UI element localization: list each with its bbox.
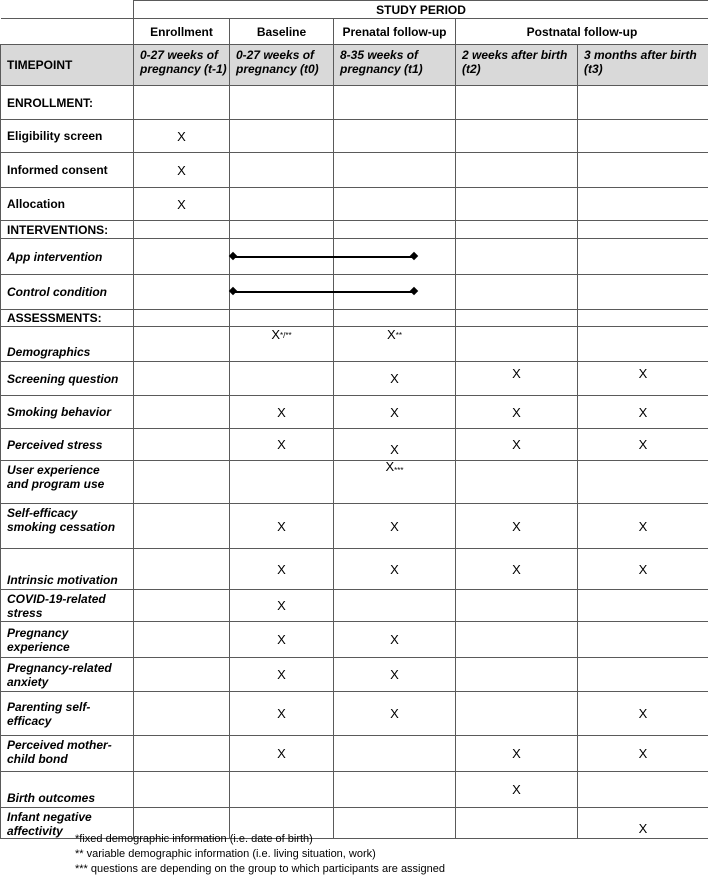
- x-mark: X: [390, 371, 399, 386]
- x-mark: X: [512, 562, 521, 577]
- x-mark: X: [277, 706, 286, 721]
- x-mark: X**: [387, 331, 402, 346]
- timepoint-t0: 0-27 weeks of pregnancy (t0): [230, 45, 334, 86]
- x-mark: X: [390, 405, 399, 420]
- x-mark: X: [639, 366, 648, 381]
- x-mark: X: [512, 782, 521, 797]
- row-label: Informed consent: [1, 153, 134, 188]
- row-self-efficacy: [1, 504, 708, 549]
- row-label: User experience and program use: [1, 461, 134, 504]
- row-label: Parenting self- efficacy: [1, 692, 134, 736]
- row-perceived-stress: [1, 429, 708, 461]
- row-intrinsic-motivation: [1, 549, 708, 590]
- section-enrollment: ENROLLMENT:: [1, 86, 134, 120]
- row-allocation: [1, 188, 708, 221]
- row-label: Pregnancy experience: [1, 622, 134, 658]
- x-mark: X: [639, 746, 648, 761]
- phase-prenatal: Prenatal follow-up: [334, 19, 456, 45]
- row-label: Perceived stress: [1, 429, 134, 461]
- row-label: Demographics: [1, 327, 134, 362]
- x-mark: X: [512, 405, 521, 420]
- x-mark: X: [512, 366, 521, 381]
- row-label: COVID-19-related stress: [1, 590, 134, 622]
- row-smoking-behavior: [1, 396, 708, 429]
- row-label: Intrinsic motivation: [1, 549, 134, 590]
- x-mark: X: [639, 562, 648, 577]
- app-intervention-duration-bar: [233, 256, 414, 258]
- timepoint-t1: 8-35 weeks of pregnancy (t1): [334, 45, 456, 86]
- phase-enrollment: Enrollment: [134, 19, 230, 45]
- row-label: Pregnancy-related anxiety: [1, 658, 134, 692]
- row-label: Infant negative affectivity: [1, 808, 134, 839]
- x-mark: X: [277, 562, 286, 577]
- section-interventions: INTERVENTIONS:: [1, 221, 134, 239]
- row-mother-child-bond: [1, 736, 708, 772]
- footnote: ** variable demographic information (i.e. living situation, work): [75, 847, 445, 862]
- x-mark: X: [390, 632, 399, 647]
- x-mark: X: [390, 442, 399, 457]
- row-label: Control condition: [1, 275, 134, 310]
- x-mark: X: [177, 129, 186, 144]
- row-pregnancy-anxiety: [1, 658, 708, 692]
- phase-postnatal: Postnatal follow-up: [456, 19, 708, 45]
- x-mark: X: [277, 437, 286, 452]
- x-mark: X: [512, 437, 521, 452]
- corner-blank: [1, 19, 134, 45]
- row-label: Screening question: [1, 362, 134, 396]
- row-screening-question: [1, 362, 708, 396]
- row-parenting-self-efficacy: [1, 692, 708, 736]
- timepoint-t2: 2 weeks after birth (t2): [456, 45, 578, 86]
- x-mark: X: [639, 821, 648, 836]
- x-mark: X: [390, 667, 399, 682]
- x-mark: X: [277, 598, 286, 613]
- x-mark: X: [177, 163, 186, 178]
- x-mark: X: [277, 667, 286, 682]
- x-mark: X: [177, 197, 186, 212]
- x-mark: X: [277, 405, 286, 420]
- row-birth-outcomes: [1, 772, 708, 808]
- x-mark: X: [277, 746, 286, 761]
- row-covid-stress: [1, 590, 708, 622]
- study-period-heading: STUDY PERIOD: [134, 1, 708, 19]
- footnote: *** questions are depending on the group to which participants are assigned: [75, 862, 445, 877]
- x-mark: X: [639, 706, 648, 721]
- corner-blank: [1, 1, 134, 19]
- row-eligibility: [1, 120, 708, 153]
- timepoint-t-1: 0-27 weeks of pregnancy (t-1): [134, 45, 230, 86]
- x-mark: X: [512, 519, 521, 534]
- row-consent: [1, 153, 708, 188]
- x-mark: X: [639, 519, 648, 534]
- timepoint-label: TIMEPOINT: [1, 45, 134, 86]
- section-assessments: ASSESSMENTS:: [1, 310, 134, 327]
- footnotes: [75, 832, 445, 877]
- timepoint-t3: 3 months after birth (t3): [578, 45, 708, 86]
- x-mark: X: [277, 519, 286, 534]
- row-label: Eligibility screen: [1, 120, 134, 153]
- x-mark: X: [390, 562, 399, 577]
- row-label: Smoking behavior: [1, 396, 134, 429]
- x-mark: X: [277, 632, 286, 647]
- row-label: Allocation: [1, 188, 134, 221]
- x-mark: X: [639, 405, 648, 420]
- row-label: Self-efficacy smoking cessation: [1, 504, 134, 549]
- row-demographics: [1, 327, 708, 362]
- control-condition-duration-bar: [233, 291, 414, 293]
- x-mark: X: [512, 746, 521, 761]
- phase-baseline: Baseline: [230, 19, 334, 45]
- x-mark: X***: [385, 466, 403, 481]
- footnote: *fixed demographic information (i.e. date of birth): [75, 832, 445, 847]
- row-label: App intervention: [1, 239, 134, 275]
- x-mark: X: [639, 437, 648, 452]
- x-mark: X*/**: [271, 331, 291, 346]
- row-user-experience: [1, 461, 708, 504]
- row-label: Perceived mother- child bond: [1, 736, 134, 772]
- x-mark: X: [390, 519, 399, 534]
- row-pregnancy-experience: [1, 622, 708, 658]
- row-label: Birth outcomes: [1, 772, 134, 808]
- x-mark: X: [390, 706, 399, 721]
